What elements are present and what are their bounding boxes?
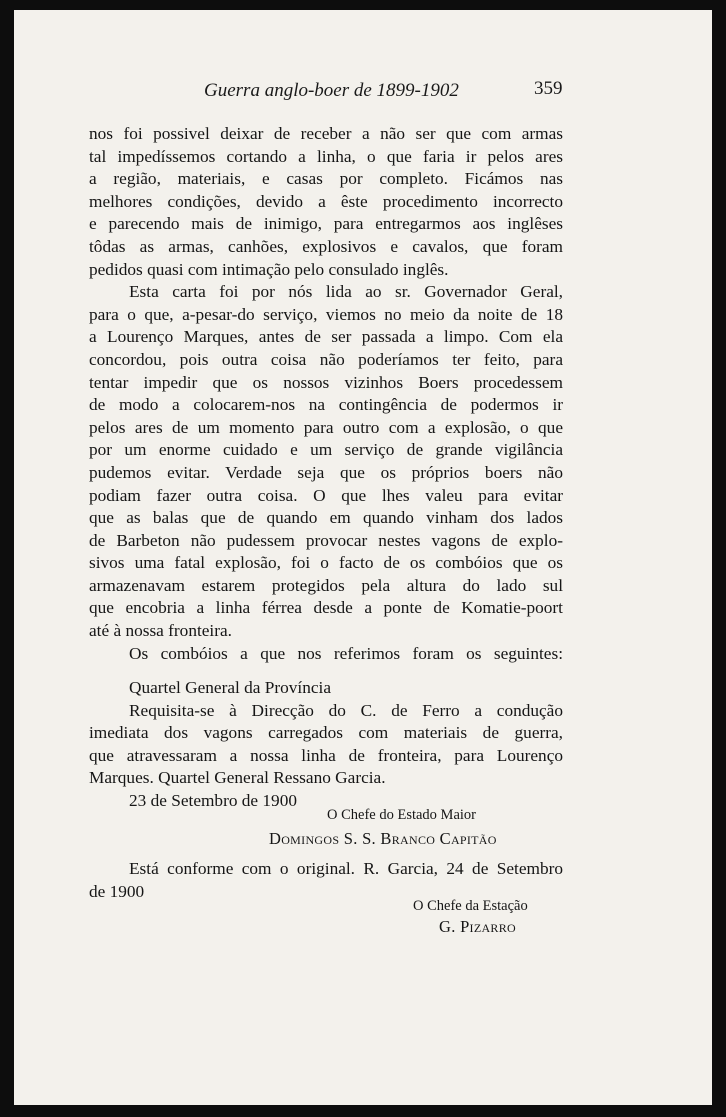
running-title: Guerra anglo-boer de 1899-1902 <box>204 80 459 101</box>
body-line: para o que, a-pesar-do serviço, viemos no meio da noite de 18 <box>89 304 563 324</box>
telegram-line: Marques. Quartel General Ressano Garcia. <box>89 768 386 788</box>
telegram-line: que atravessaram a nossa linha de fronteira, para Lourenço <box>89 745 563 765</box>
body-line: tentar impedir que os nossos vizinhos Boers procedessem <box>89 372 563 392</box>
body-line: pelos ares de um momento para outro com a explosão, o que <box>89 417 563 437</box>
body-line: nos foi possivel deixar de receber a não ser que com armas <box>89 124 563 143</box>
confirmation-line: Está conforme com o original. R. Garcia, 24 de Setembro <box>129 859 563 878</box>
page-number: 359 <box>534 78 563 99</box>
body-line: Os combóios a que nos referimos foram os seguintes: <box>129 643 563 663</box>
body-line: de Barbeton não pudessem provocar nestes vagons de explo- <box>89 530 563 550</box>
body-line: pedidos quasi com intimação pelo consulado inglês. <box>89 259 449 279</box>
confirmation-line: de 1900 <box>89 881 145 901</box>
telegram-line: Requisita-se à Direcção do C. de Ferro a condução <box>129 700 563 720</box>
body-line: tal impedíssemos cortando a linha, o que faria ir pelos ares <box>89 146 563 166</box>
body-line: podiam fazer outra coisa. O que lhes valeu para evitar <box>89 485 563 505</box>
body-line: e parecendo mais de inimigo, para entregarmos aos inglêses <box>89 214 563 234</box>
body-line: que encobria a linha férrea desde a ponte de Komatie-poort <box>89 598 563 618</box>
body-line: por um enorme cuidado e um serviço de grande vigilância <box>89 440 563 460</box>
signature-name: G. Pizarro <box>439 917 517 936</box>
telegram-text <box>89 677 563 813</box>
body-line: tôdas as armas, canhões, explosivos e cavalos, que foram <box>89 236 563 256</box>
body-line: a região, materiais, e casas por completo. Ficámos nas <box>89 169 563 189</box>
body-line: melhores condições, devido a êste procedimento incorrecto <box>89 191 563 211</box>
body-line: Esta carta foi por nós lida ao sr. Governador Geral, <box>129 282 563 302</box>
body-line: armazenavam estarem protegidos pela altura do lado sul <box>89 575 563 595</box>
body-line: de modo a colocarem-nos na contingência de podermos ir <box>89 395 563 415</box>
telegram-line: Quartel General da Província <box>129 678 332 697</box>
body-line: a Lourenço Marques, antes de ser passada a limpo. Com ela <box>89 327 563 347</box>
body-line: concordou, pois outra coisa não poderíamos ter feito, para <box>89 349 563 369</box>
body-line: que as balas que de quando em quando vinham dos lados <box>89 508 563 528</box>
signature-title: O Chefe da Estação <box>413 898 528 914</box>
telegram-date: 23 de Setembro de 1900 <box>129 790 297 810</box>
body-line: até à nossa fronteira. <box>89 621 232 641</box>
signature-title: O Chefe do Estado Maior <box>327 807 476 823</box>
body-line: pudemos evitar. Verdade seja que os próprios boers não <box>89 462 563 482</box>
confirmation-text <box>89 858 563 903</box>
body-line: sivos uma fatal explosão, foi o facto de os combóios que os <box>89 553 563 573</box>
book-page <box>14 10 712 1105</box>
page-header <box>14 78 712 102</box>
telegram-line: imediata dos vagons carregados com materiais de guerra, <box>89 723 563 743</box>
body-text <box>89 123 563 665</box>
signature-name: Domingos S. S. Branco Capitão <box>269 829 497 848</box>
